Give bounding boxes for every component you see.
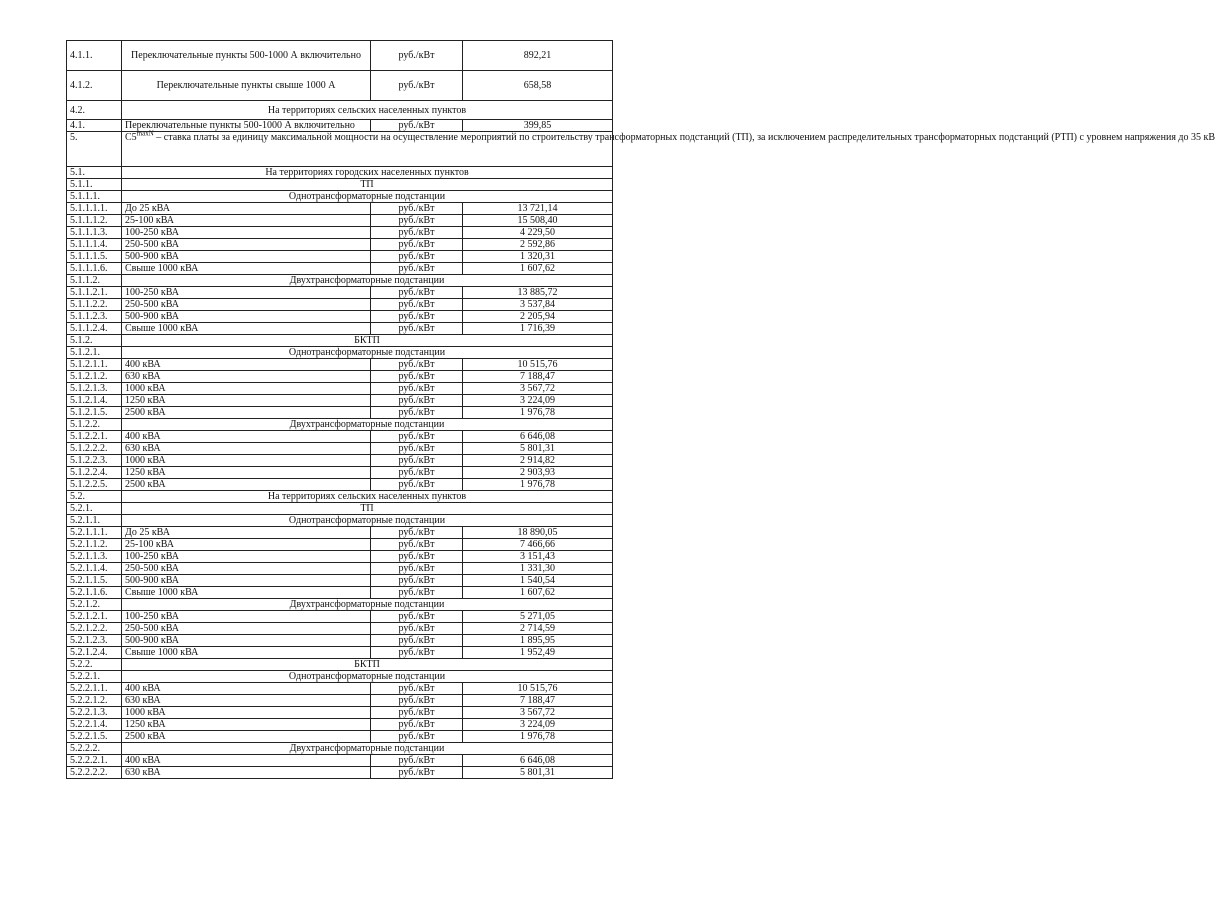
- table-row: [67, 132, 613, 167]
- row-unit: руб./кВт: [371, 371, 463, 383]
- row-description: 630 кВА: [122, 767, 371, 779]
- row-value: 15 508,40: [463, 215, 613, 227]
- row-number: 5.1.1.2.4.: [67, 323, 122, 335]
- row-value: 1 607,62: [463, 587, 613, 599]
- row-number: 5.2.1.2.: [67, 599, 122, 611]
- section-note: [122, 129, 1215, 167]
- section-heading: Двухтрансформаторные подстанции: [122, 275, 613, 287]
- row-description: 500-900 кВА: [122, 311, 371, 323]
- row-unit: руб./кВт: [371, 395, 463, 407]
- table-row: [67, 623, 613, 635]
- table-row: [67, 467, 613, 479]
- table-row: [67, 575, 613, 587]
- row-description: 630 кВА: [122, 695, 371, 707]
- table-row: [67, 539, 613, 551]
- row-value: 3 567,72: [463, 707, 613, 719]
- row-value: 18 890,05: [463, 527, 613, 539]
- section-heading: Двухтрансформаторные подстанции: [122, 599, 613, 611]
- row-description: 25-100 кВА: [122, 215, 371, 227]
- row-unit: руб./кВт: [371, 635, 463, 647]
- row-description: 2500 кВА: [122, 731, 371, 743]
- table-row: [67, 239, 613, 251]
- table-row: [67, 611, 613, 623]
- row-description: 500-900 кВА: [122, 251, 371, 263]
- table-row: [67, 479, 613, 491]
- table-row: [67, 275, 613, 287]
- table-row: [67, 335, 613, 347]
- table-row: [67, 635, 613, 647]
- row-number: 5.2.2.1.1.: [67, 683, 122, 695]
- row-number: 5.2.2.2.: [67, 743, 122, 755]
- row-number: 5.2.1.1.4.: [67, 563, 122, 575]
- table-row: [67, 491, 613, 503]
- table-row: [67, 41, 613, 71]
- table-row: [67, 503, 613, 515]
- section-heading: Однотрансформаторные подстанции: [122, 347, 613, 359]
- row-unit: руб./кВт: [371, 719, 463, 731]
- row-number: 4.1.1.: [67, 41, 122, 71]
- row-number: 5.2.1.1.3.: [67, 551, 122, 563]
- table-row: [67, 563, 613, 575]
- row-unit: руб./кВт: [371, 731, 463, 743]
- row-unit: руб./кВт: [371, 323, 463, 335]
- row-number: 5.1.2.1.2.: [67, 371, 122, 383]
- row-value: 1 607,62: [463, 263, 613, 275]
- row-description: 100-250 кВА: [122, 611, 371, 623]
- row-number: 5.1.2.1.5.: [67, 407, 122, 419]
- section-heading: Двухтрансформаторные подстанции: [122, 419, 613, 431]
- row-number: 5.1.2.2.5.: [67, 479, 122, 491]
- table-row: [67, 647, 613, 659]
- section-heading: Двухтрансформаторные подстанции: [122, 743, 613, 755]
- row-unit: руб./кВт: [371, 479, 463, 491]
- row-number: 5.2.2.1.2.: [67, 695, 122, 707]
- row-number: 5.2.1.2.3.: [67, 635, 122, 647]
- row-value: 1 976,78: [463, 407, 613, 419]
- table-row: [67, 71, 613, 101]
- row-number: 5.2.2.1.4.: [67, 719, 122, 731]
- row-value: 1 976,78: [463, 479, 613, 491]
- table-row: [67, 419, 613, 431]
- row-value: 2 914,82: [463, 455, 613, 467]
- row-value: 2 205,94: [463, 311, 613, 323]
- table-row: [67, 215, 613, 227]
- table-row: [67, 323, 613, 335]
- row-description: 500-900 кВА: [122, 635, 371, 647]
- note-symbol: C5: [125, 132, 137, 143]
- row-value: 399,85: [463, 120, 613, 132]
- row-number: 5.1.1.2.2.: [67, 299, 122, 311]
- row-number: 5.2.: [67, 491, 122, 503]
- row-value: 3 567,72: [463, 383, 613, 395]
- table-row: [67, 431, 613, 443]
- row-number: 5.1.1.2.: [67, 275, 122, 287]
- row-description: До 25 кВА: [122, 527, 371, 539]
- row-value: 13 885,72: [463, 287, 613, 299]
- row-description: 25-100 кВА: [122, 539, 371, 551]
- row-unit: руб./кВт: [371, 455, 463, 467]
- table-row: [67, 311, 613, 323]
- row-number: 5.2.1.2.1.: [67, 611, 122, 623]
- table-row: [67, 347, 613, 359]
- section-heading: БКТП: [122, 335, 613, 347]
- section-heading: БКТП: [122, 659, 613, 671]
- row-number: 5.: [67, 132, 122, 167]
- row-unit: руб./кВт: [371, 287, 463, 299]
- row-description: 1250 кВА: [122, 467, 371, 479]
- row-unit: руб./кВт: [371, 407, 463, 419]
- row-value: 1 976,78: [463, 731, 613, 743]
- row-number: 5.1.2.1.3.: [67, 383, 122, 395]
- row-unit: руб./кВт: [371, 623, 463, 635]
- row-description: 400 кВА: [122, 683, 371, 695]
- row-description: 100-250 кВА: [122, 287, 371, 299]
- table-row: [67, 755, 613, 767]
- row-value: 7 188,47: [463, 695, 613, 707]
- row-number: 5.1.1.1.: [67, 191, 122, 203]
- row-number: 5.1.2.1.1.: [67, 359, 122, 371]
- row-unit: руб./кВт: [371, 383, 463, 395]
- row-description: 1250 кВА: [122, 719, 371, 731]
- row-number: 5.1.2.2.3.: [67, 455, 122, 467]
- row-unit: руб./кВт: [371, 527, 463, 539]
- table-row: [67, 659, 613, 671]
- table-row: [67, 551, 613, 563]
- row-number: 5.1.1.1.1.: [67, 203, 122, 215]
- table-row: [67, 587, 613, 599]
- table-row: [67, 383, 613, 395]
- row-unit: руб./кВт: [371, 563, 463, 575]
- row-value: 658,58: [463, 71, 613, 101]
- row-value: 6 646,08: [463, 431, 613, 443]
- row-unit: руб./кВт: [371, 683, 463, 695]
- row-unit: руб./кВт: [371, 71, 463, 101]
- row-unit: руб./кВт: [371, 227, 463, 239]
- row-description: 500-900 кВА: [122, 575, 371, 587]
- row-unit: руб./кВт: [371, 311, 463, 323]
- row-value: 7 466,66: [463, 539, 613, 551]
- row-description: Свыше 1000 кВА: [122, 263, 371, 275]
- row-number: 5.2.2.1.5.: [67, 731, 122, 743]
- row-number: 5.2.1.: [67, 503, 122, 515]
- row-number: 5.2.1.1.: [67, 515, 122, 527]
- row-number: 5.1.1.1.4.: [67, 239, 122, 251]
- row-value: 3 224,09: [463, 395, 613, 407]
- table-row: [67, 395, 613, 407]
- row-description: Свыше 1000 кВА: [122, 323, 371, 335]
- table-row: [67, 179, 613, 191]
- section-heading: На территориях городских населенных пунктов: [122, 167, 613, 179]
- row-unit: руб./кВт: [371, 611, 463, 623]
- row-number: 5.2.2.2.2.: [67, 767, 122, 779]
- row-value: 10 515,76: [463, 683, 613, 695]
- table-row: [67, 191, 613, 203]
- row-description: Свыше 1000 кВА: [122, 647, 371, 659]
- row-value: 2 714,59: [463, 623, 613, 635]
- row-description: 2500 кВА: [122, 407, 371, 419]
- row-description: Переключательные пункты 500-1000 А включительно: [122, 120, 371, 132]
- row-unit: руб./кВт: [371, 695, 463, 707]
- row-value: 4 229,50: [463, 227, 613, 239]
- row-number: 5.1.2.: [67, 335, 122, 347]
- row-description: 2500 кВА: [122, 479, 371, 491]
- row-unit: руб./кВт: [371, 431, 463, 443]
- tariff-table-body: [67, 41, 1215, 779]
- table-row: [67, 359, 613, 371]
- note-text: – ставка платы за единицу максимальной мощности на осуществление мероприятий по строительству трансформаторных подстанций (ТП), за исключением распределительных трансформаторных подстанций (РТП) с уровнем напряжения до 35 кВ: [153, 132, 1215, 143]
- row-unit: руб./кВт: [371, 263, 463, 275]
- table-row: [67, 671, 613, 683]
- row-unit: руб./кВт: [371, 539, 463, 551]
- table-row: [67, 299, 613, 311]
- row-number: 4.2.: [67, 101, 122, 120]
- row-number: 5.1.1.1.5.: [67, 251, 122, 263]
- row-number: 5.2.1.1.1.: [67, 527, 122, 539]
- row-value: 2 903,93: [463, 467, 613, 479]
- row-number: 5.1.2.2.2.: [67, 443, 122, 455]
- section-heading: На территориях сельских населенных пунктов: [122, 101, 613, 120]
- row-description: 630 кВА: [122, 371, 371, 383]
- row-value: 3 537,84: [463, 299, 613, 311]
- row-value: 3 224,09: [463, 719, 613, 731]
- row-description: 400 кВА: [122, 359, 371, 371]
- row-number: 4.1.2.: [67, 71, 122, 101]
- row-unit: руб./кВт: [371, 707, 463, 719]
- row-unit: руб./кВт: [371, 215, 463, 227]
- table-row: [67, 203, 613, 215]
- row-unit: руб./кВт: [371, 41, 463, 71]
- row-number: 5.2.1.1.6.: [67, 587, 122, 599]
- row-number: 5.2.2.2.1.: [67, 755, 122, 767]
- row-value: 13 721,14: [463, 203, 613, 215]
- row-value: 5 801,31: [463, 767, 613, 779]
- row-number: 5.1.1.2.1.: [67, 287, 122, 299]
- row-unit: руб./кВт: [371, 359, 463, 371]
- table-row: [67, 167, 613, 179]
- row-number: 4.1.: [67, 120, 122, 132]
- row-value: 1 716,39: [463, 323, 613, 335]
- row-number: 5.2.2.1.3.: [67, 707, 122, 719]
- row-number: 5.1.2.1.4.: [67, 395, 122, 407]
- row-unit: руб./кВт: [371, 575, 463, 587]
- table-row: [67, 227, 613, 239]
- row-value: 10 515,76: [463, 359, 613, 371]
- row-number: 5.1.1.1.2.: [67, 215, 122, 227]
- row-number: 5.1.2.2.4.: [67, 467, 122, 479]
- row-unit: руб./кВт: [371, 251, 463, 263]
- table-row: [67, 527, 613, 539]
- table-row: [67, 455, 613, 467]
- row-value: 1 895,95: [463, 635, 613, 647]
- row-unit: руб./кВт: [371, 443, 463, 455]
- row-description: Свыше 1000 кВА: [122, 587, 371, 599]
- row-description: 1000 кВА: [122, 455, 371, 467]
- table-row: [67, 407, 613, 419]
- row-description: 1000 кВА: [122, 383, 371, 395]
- row-value: 5 801,31: [463, 443, 613, 455]
- row-description: 400 кВА: [122, 431, 371, 443]
- section-heading: На территориях сельских населенных пунктов: [122, 491, 613, 503]
- table-row: [67, 743, 613, 755]
- table-row: [67, 731, 613, 743]
- row-description: 250-500 кВА: [122, 239, 371, 251]
- row-description: 1000 кВА: [122, 707, 371, 719]
- row-value: 892,21: [463, 41, 613, 71]
- row-value: 7 188,47: [463, 371, 613, 383]
- row-unit: руб./кВт: [371, 120, 463, 132]
- row-number: 5.1.1.1.3.: [67, 227, 122, 239]
- row-unit: руб./кВт: [371, 587, 463, 599]
- row-unit: руб./кВт: [371, 467, 463, 479]
- row-value: 5 271,05: [463, 611, 613, 623]
- table-row: [67, 371, 613, 383]
- row-description: 100-250 кВА: [122, 551, 371, 563]
- row-number: 5.1.1.2.3.: [67, 311, 122, 323]
- row-unit: руб./кВт: [371, 755, 463, 767]
- row-unit: руб./кВт: [371, 203, 463, 215]
- table-row: [67, 707, 613, 719]
- row-value: 1 952,49: [463, 647, 613, 659]
- section-heading: ТП: [122, 503, 613, 515]
- section-heading: Однотрансформаторные подстанции: [122, 191, 613, 203]
- table-row: [67, 263, 613, 275]
- row-number: 5.1.2.2.1.: [67, 431, 122, 443]
- row-number: 5.1.1.: [67, 179, 122, 191]
- row-number: 5.2.1.2.4.: [67, 647, 122, 659]
- table-row: [67, 683, 613, 695]
- section-heading: ТП: [122, 179, 613, 191]
- row-value: 1 331,30: [463, 563, 613, 575]
- table-row: [67, 695, 613, 707]
- row-number: 5.2.1.1.5.: [67, 575, 122, 587]
- row-description: Переключательные пункты 500-1000 А включительно: [122, 41, 371, 71]
- row-number: 5.2.1.1.2.: [67, 539, 122, 551]
- row-value: 1 540,54: [463, 575, 613, 587]
- row-description: До 25 кВА: [122, 203, 371, 215]
- row-description: 1250 кВА: [122, 395, 371, 407]
- row-number: 5.1.: [67, 167, 122, 179]
- row-number: 5.2.2.: [67, 659, 122, 671]
- table-row: [67, 599, 613, 611]
- row-description: 400 кВА: [122, 755, 371, 767]
- table-row: [67, 251, 613, 263]
- row-number: 5.2.2.1.: [67, 671, 122, 683]
- row-value: 6 646,08: [463, 755, 613, 767]
- table-row: [67, 719, 613, 731]
- row-value: 1 320,31: [463, 251, 613, 263]
- row-unit: руб./кВт: [371, 767, 463, 779]
- table-row: [67, 101, 613, 120]
- tariff-table: [66, 40, 1215, 779]
- row-number: 5.1.2.1.: [67, 347, 122, 359]
- table-row: [67, 443, 613, 455]
- row-value: 3 151,43: [463, 551, 613, 563]
- section-heading: Однотрансформаторные подстанции: [122, 515, 613, 527]
- row-unit: руб./кВт: [371, 551, 463, 563]
- row-description: 100-250 кВА: [122, 227, 371, 239]
- row-unit: руб./кВт: [371, 647, 463, 659]
- note-symbol-superscript: maxN: [136, 129, 154, 138]
- table-row: [67, 287, 613, 299]
- table-row: [67, 515, 613, 527]
- row-number: 5.1.2.2.: [67, 419, 122, 431]
- row-description: 250-500 кВА: [122, 563, 371, 575]
- row-unit: руб./кВт: [371, 299, 463, 311]
- row-description: 250-500 кВА: [122, 623, 371, 635]
- row-description: 630 кВА: [122, 443, 371, 455]
- table-row: [67, 767, 613, 779]
- row-unit: руб./кВт: [371, 239, 463, 251]
- row-description: 250-500 кВА: [122, 299, 371, 311]
- row-number: 5.2.1.2.2.: [67, 623, 122, 635]
- row-value: 2 592,86: [463, 239, 613, 251]
- row-description: Переключательные пункты свыше 1000 А: [122, 71, 371, 101]
- section-heading: Однотрансформаторные подстанции: [122, 671, 613, 683]
- row-number: 5.1.1.1.6.: [67, 263, 122, 275]
